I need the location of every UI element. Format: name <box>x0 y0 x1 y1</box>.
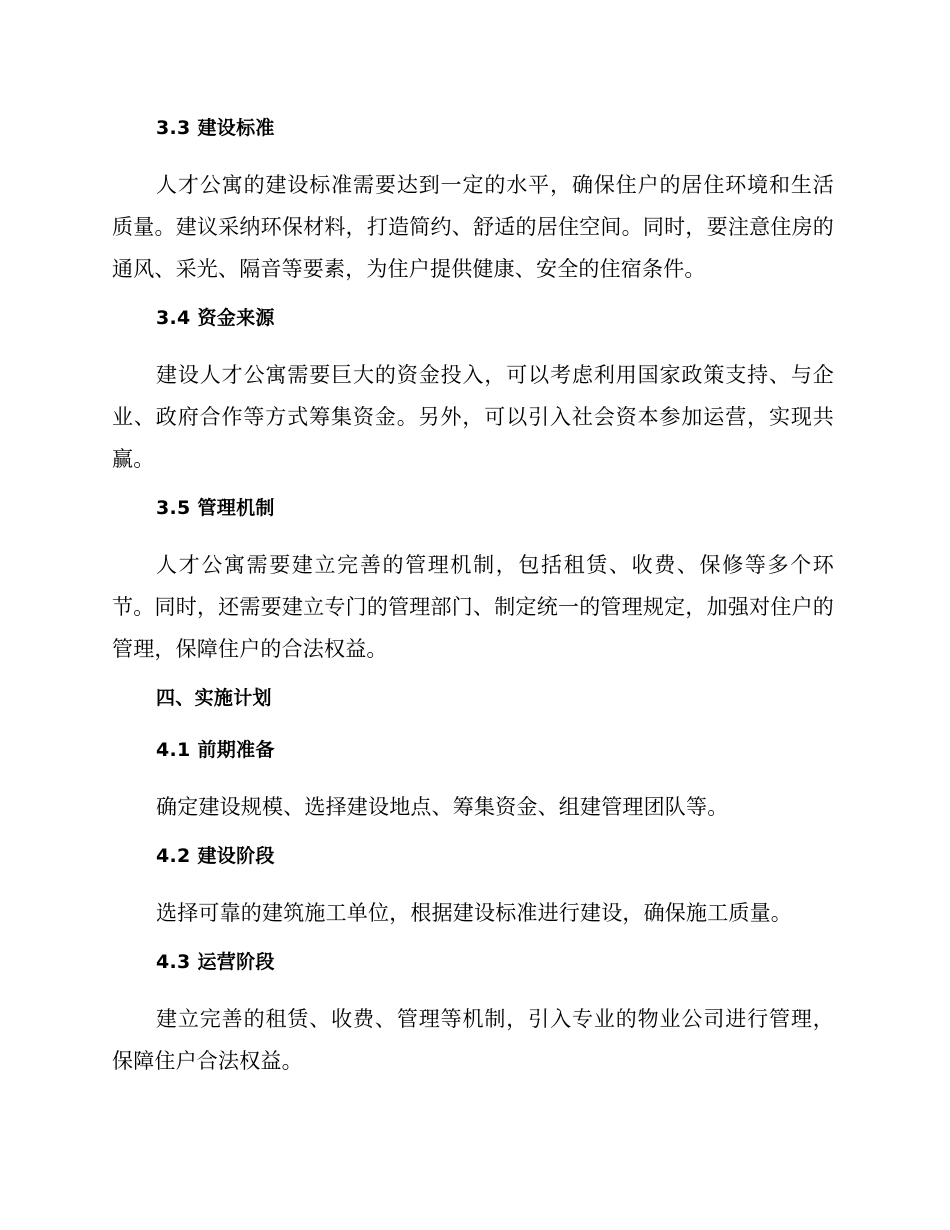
section-paragraph-4-1: 确定建设规模、选择建设地点、筹集资金、组建管理团队等。 <box>156 795 729 819</box>
section-heading-4-3: 4.3 运营阶段 <box>156 951 275 973</box>
section-heading-4-2: 4.2 建设阶段 <box>156 845 275 867</box>
section-heading-3-4: 3.4 资金来源 <box>156 307 275 329</box>
document-body <box>112 112 834 1082</box>
section-paragraph-3-3: 人才公寓的建设标准需要达到一定的水平，确保住户的居住环境和生活质量。建议采纳环保材料，打造简约、舒适的居住空间。同时，要注意住房的通风、采光、隔音等要素，为住户提供健康、安全的住宿条件。 <box>112 173 834 281</box>
section-heading-3-3: 3.3 建设标准 <box>156 117 275 139</box>
chapter-heading-4: 四、实施计划 <box>156 687 272 709</box>
section-paragraph-3-5: 人才公寓需要建立完善的管理机制，包括租赁、收费、保修等多个环节。同时，还需要建立专门的管理部门、制定统一的管理规定，加强对住户的管理，保障住户的合法权益。 <box>112 553 834 661</box>
section-heading-3-5: 3.5 管理机制 <box>156 497 275 519</box>
section-paragraph-3-4: 建设人才公寓需要巨大的资金投入，可以考虑利用国家政策支持、与企业、政府合作等方式筹集资金。另外，可以引入社会资本参加运营，实现共赢。 <box>112 363 834 471</box>
section-paragraph-4-3: 建立完善的租赁、收费、管理等机制，引入专业的物业公司进行管理，保障住户合法权益。 <box>112 1007 834 1073</box>
section-heading-4-1: 4.1 前期准备 <box>156 739 275 761</box>
section-paragraph-4-2: 选择可靠的建筑施工单位，根据建设标准进行建设，确保施工质量。 <box>156 901 792 925</box>
